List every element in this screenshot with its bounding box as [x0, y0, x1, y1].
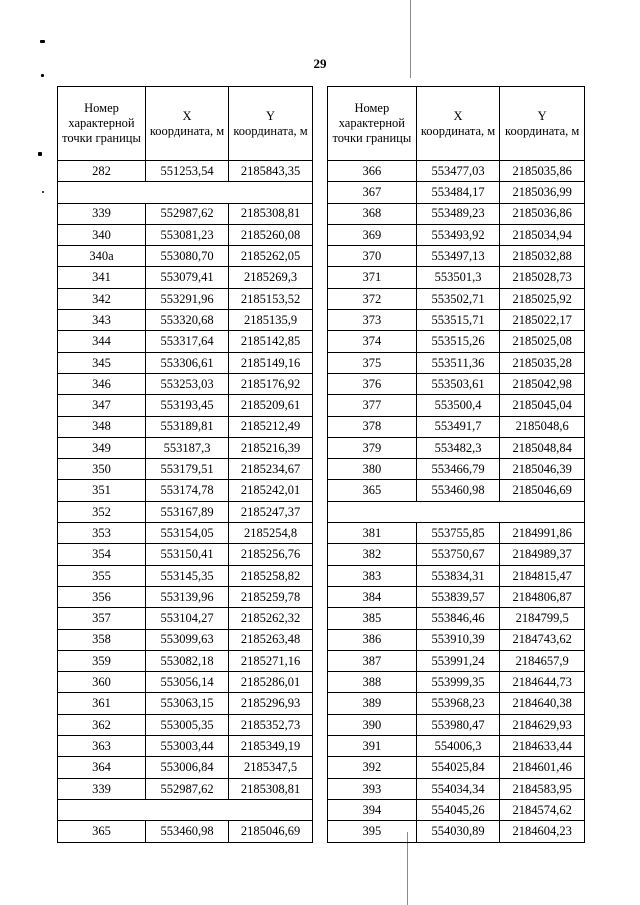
y-coordinate-cell: 2185046,69 [500, 480, 585, 501]
table-row [328, 693, 585, 714]
table-row [58, 778, 313, 799]
y-coordinate-cell: 2184633,44 [500, 736, 585, 757]
table-row [328, 373, 585, 394]
x-coordinate-cell: 553317,64 [146, 331, 229, 352]
table-row [58, 501, 313, 522]
point-number-cell: 350 [58, 459, 146, 480]
point-number-cell: 382 [328, 544, 417, 565]
x-coordinate-cell: 553484,17 [416, 182, 500, 203]
y-coordinate-cell: 2185025,08 [500, 331, 585, 352]
y-coordinate-cell: 2185176,92 [229, 373, 313, 394]
x-coordinate-cell: 553080,70 [146, 246, 229, 267]
y-coordinate-cell: 2185260,08 [229, 224, 313, 245]
y-coordinate-cell: 2184574,62 [500, 799, 585, 820]
table-header-row [58, 87, 313, 161]
x-coordinate-cell: 553466,79 [416, 459, 500, 480]
x-coordinate-cell: 553515,26 [416, 331, 500, 352]
table-header-row [328, 87, 585, 161]
point-number-cell: 345 [58, 352, 146, 373]
point-number-cell: 353 [58, 523, 146, 544]
point-number-cell: 378 [328, 416, 417, 437]
table-row [328, 650, 585, 671]
point-number-cell: 391 [328, 736, 417, 757]
x-coordinate-cell: 554006,3 [416, 736, 500, 757]
header-y-coordinate: Y координата, м [229, 87, 313, 161]
table-row [328, 352, 585, 373]
x-coordinate-cell: 553320,68 [146, 310, 229, 331]
y-coordinate-cell: 2185046,39 [500, 459, 585, 480]
x-coordinate-cell: 553005,35 [146, 714, 229, 735]
x-coordinate-cell: 554030,89 [416, 821, 500, 842]
x-coordinate-cell: 553910,39 [416, 629, 500, 650]
x-coordinate-cell: 553991,24 [416, 650, 500, 671]
separator-cell [328, 501, 585, 522]
table-row [328, 714, 585, 735]
x-coordinate-cell: 553497,13 [416, 246, 500, 267]
y-coordinate-cell: 2185242,01 [229, 480, 313, 501]
table-row [58, 373, 313, 394]
table-row [328, 480, 585, 501]
point-number-cell: 365 [58, 821, 146, 842]
y-coordinate-cell: 2185286,01 [229, 672, 313, 693]
y-coordinate-cell: 2184815,47 [500, 565, 585, 586]
y-coordinate-cell: 2185025,92 [500, 288, 585, 309]
point-number-cell: 359 [58, 650, 146, 671]
x-coordinate-cell: 553189,81 [146, 416, 229, 437]
point-number-cell: 386 [328, 629, 417, 650]
point-number-cell: 361 [58, 693, 146, 714]
x-coordinate-cell: 553150,41 [146, 544, 229, 565]
page-number: 29 [313, 56, 327, 71]
point-number-cell: 339 [58, 203, 146, 224]
table-row [328, 395, 585, 416]
table-row [328, 629, 585, 650]
table-separator-row [328, 501, 585, 522]
point-number-cell: 364 [58, 757, 146, 778]
y-coordinate-cell: 2185234,67 [229, 459, 313, 480]
x-coordinate-cell: 553104,27 [146, 608, 229, 629]
table-row [58, 693, 313, 714]
x-coordinate-cell: 553460,98 [146, 821, 229, 842]
coordinates-table-left [57, 86, 313, 843]
header-y-coordinate: Y координата, м [500, 87, 585, 161]
header-point-number: Номер характерной точки границы [328, 87, 417, 161]
table-row [58, 544, 313, 565]
x-coordinate-cell: 554025,84 [416, 757, 500, 778]
y-coordinate-cell: 2185247,37 [229, 501, 313, 522]
table-row [58, 331, 313, 352]
y-coordinate-cell: 2185263,48 [229, 629, 313, 650]
point-number-cell: 341 [58, 267, 146, 288]
y-coordinate-cell: 2185209,61 [229, 395, 313, 416]
table-row [328, 331, 585, 352]
point-number-cell: 395 [328, 821, 417, 842]
table-row [328, 586, 585, 607]
y-coordinate-cell: 2185045,04 [500, 395, 585, 416]
x-coordinate-cell: 553291,96 [146, 288, 229, 309]
table-row [58, 523, 313, 544]
point-number-cell: 394 [328, 799, 417, 820]
y-coordinate-cell: 2184583,95 [500, 778, 585, 799]
x-coordinate-cell: 553167,89 [146, 501, 229, 522]
table-row [328, 523, 585, 544]
y-coordinate-cell: 2185046,69 [229, 821, 313, 842]
x-coordinate-cell: 553750,67 [416, 544, 500, 565]
y-coordinate-cell: 2185347,5 [229, 757, 313, 778]
x-coordinate-cell: 553187,3 [146, 437, 229, 458]
y-coordinate-cell: 2185028,73 [500, 267, 585, 288]
y-coordinate-cell: 2184743,62 [500, 629, 585, 650]
table-row [58, 672, 313, 693]
point-number-cell: 379 [328, 437, 417, 458]
x-coordinate-cell: 553139,96 [146, 586, 229, 607]
x-coordinate-cell: 553145,35 [146, 565, 229, 586]
point-number-cell: 340а [58, 246, 146, 267]
table-row [328, 544, 585, 565]
point-number-cell: 342 [58, 288, 146, 309]
table-body-right [328, 161, 585, 843]
point-number-cell: 358 [58, 629, 146, 650]
y-coordinate-cell: 2184806,87 [500, 586, 585, 607]
table-body-left [58, 161, 313, 843]
table-row [328, 608, 585, 629]
point-number-cell: 360 [58, 672, 146, 693]
table-row [328, 224, 585, 245]
x-coordinate-cell: 553511,36 [416, 352, 500, 373]
point-number-cell: 339 [58, 778, 146, 799]
y-coordinate-cell: 2185034,94 [500, 224, 585, 245]
point-number-cell: 357 [58, 608, 146, 629]
x-coordinate-cell: 553460,98 [416, 480, 500, 501]
y-coordinate-cell: 2185149,16 [229, 352, 313, 373]
x-coordinate-cell: 552987,62 [146, 778, 229, 799]
y-coordinate-cell: 2185048,84 [500, 437, 585, 458]
point-number-cell: 354 [58, 544, 146, 565]
table-separator-row [58, 799, 313, 820]
y-coordinate-cell: 2185022,17 [500, 310, 585, 331]
y-coordinate-cell: 2184644,73 [500, 672, 585, 693]
point-number-cell: 371 [328, 267, 417, 288]
x-coordinate-cell: 553079,41 [146, 267, 229, 288]
point-number-cell: 375 [328, 352, 417, 373]
y-coordinate-cell: 2185216,39 [229, 437, 313, 458]
point-number-cell: 348 [58, 416, 146, 437]
point-number-cell: 366 [328, 161, 417, 182]
table-row [328, 672, 585, 693]
x-coordinate-cell: 554045,26 [416, 799, 500, 820]
y-coordinate-cell: 2185035,28 [500, 352, 585, 373]
x-coordinate-cell: 553755,85 [416, 523, 500, 544]
header-x-coordinate: X координата, м [416, 87, 500, 161]
point-number-cell: 393 [328, 778, 417, 799]
y-coordinate-cell: 2185042,98 [500, 373, 585, 394]
table-row [58, 565, 313, 586]
y-coordinate-cell: 2185048,6 [500, 416, 585, 437]
point-number-cell: 388 [328, 672, 417, 693]
header-point-number: Номер характерной точки границы [58, 87, 146, 161]
x-coordinate-cell: 553056,14 [146, 672, 229, 693]
x-coordinate-cell: 553834,31 [416, 565, 500, 586]
x-coordinate-cell: 553003,44 [146, 736, 229, 757]
table-row [328, 182, 585, 203]
x-coordinate-cell: 553306,61 [146, 352, 229, 373]
x-coordinate-cell: 553154,05 [146, 523, 229, 544]
x-coordinate-cell: 553006,84 [146, 757, 229, 778]
table-row [58, 736, 313, 757]
y-coordinate-cell: 2185349,19 [229, 736, 313, 757]
separator-cell [58, 182, 313, 203]
x-coordinate-cell: 553491,7 [416, 416, 500, 437]
table-row [58, 224, 313, 245]
table-row [328, 757, 585, 778]
x-coordinate-cell: 553839,57 [416, 586, 500, 607]
point-number-cell: 377 [328, 395, 417, 416]
y-coordinate-cell: 2185256,76 [229, 544, 313, 565]
table-row [58, 608, 313, 629]
table-row [58, 161, 313, 182]
x-coordinate-cell: 553515,71 [416, 310, 500, 331]
table-row [58, 310, 313, 331]
table-row [328, 310, 585, 331]
table-row [58, 416, 313, 437]
x-coordinate-cell: 553477,03 [416, 161, 500, 182]
table-row [328, 799, 585, 820]
y-coordinate-cell: 2184991,86 [500, 523, 585, 544]
table-row [328, 565, 585, 586]
point-number-cell: 365 [328, 480, 417, 501]
point-number-cell: 373 [328, 310, 417, 331]
point-number-cell: 363 [58, 736, 146, 757]
y-coordinate-cell: 2185308,81 [229, 203, 313, 224]
table-row [328, 778, 585, 799]
x-coordinate-cell: 553968,23 [416, 693, 500, 714]
x-coordinate-cell: 553846,46 [416, 608, 500, 629]
point-number-cell: 340 [58, 224, 146, 245]
table-row [328, 416, 585, 437]
table-row [328, 267, 585, 288]
point-number-cell: 389 [328, 693, 417, 714]
table-row [58, 586, 313, 607]
x-coordinate-cell: 551253,54 [146, 161, 229, 182]
x-coordinate-cell: 553500,4 [416, 395, 500, 416]
point-number-cell: 344 [58, 331, 146, 352]
y-coordinate-cell: 2184989,37 [500, 544, 585, 565]
x-coordinate-cell: 553999,35 [416, 672, 500, 693]
table-row [58, 267, 313, 288]
x-coordinate-cell: 553063,15 [146, 693, 229, 714]
point-number-cell: 282 [58, 161, 146, 182]
table-row [328, 161, 585, 182]
point-number-cell: 343 [58, 310, 146, 331]
x-coordinate-cell: 553502,71 [416, 288, 500, 309]
scan-mark [42, 191, 44, 193]
scan-line-bottom [407, 832, 408, 905]
x-coordinate-cell: 553501,3 [416, 267, 500, 288]
x-coordinate-cell: 553179,51 [146, 459, 229, 480]
y-coordinate-cell: 2184629,93 [500, 714, 585, 735]
point-number-cell: 367 [328, 182, 417, 203]
y-coordinate-cell: 2185036,99 [500, 182, 585, 203]
y-coordinate-cell: 2185142,85 [229, 331, 313, 352]
point-number-cell: 392 [328, 757, 417, 778]
x-coordinate-cell: 553082,18 [146, 650, 229, 671]
scan-mark [38, 152, 42, 156]
table-row [328, 437, 585, 458]
point-number-cell: 346 [58, 373, 146, 394]
scan-mark [40, 40, 45, 43]
point-number-cell: 351 [58, 480, 146, 501]
y-coordinate-cell: 2185843,35 [229, 161, 313, 182]
y-coordinate-cell: 2185352,73 [229, 714, 313, 735]
y-coordinate-cell: 2184799,5 [500, 608, 585, 629]
point-number-cell: 349 [58, 437, 146, 458]
point-number-cell: 362 [58, 714, 146, 735]
y-coordinate-cell: 2185254,8 [229, 523, 313, 544]
y-coordinate-cell: 2185269,3 [229, 267, 313, 288]
x-coordinate-cell: 553253,03 [146, 373, 229, 394]
point-number-cell: 352 [58, 501, 146, 522]
scan-mark [41, 74, 44, 77]
header-x-coordinate: X координата, м [146, 87, 229, 161]
y-coordinate-cell: 2185262,32 [229, 608, 313, 629]
point-number-cell: 356 [58, 586, 146, 607]
x-coordinate-cell: 553174,78 [146, 480, 229, 501]
table-row [58, 395, 313, 416]
x-coordinate-cell: 553980,47 [416, 714, 500, 735]
table-row [328, 246, 585, 267]
x-coordinate-cell: 553482,3 [416, 437, 500, 458]
table-row [58, 650, 313, 671]
y-coordinate-cell: 2185308,81 [229, 778, 313, 799]
point-number-cell: 374 [328, 331, 417, 352]
separator-cell [58, 799, 313, 820]
point-number-cell: 355 [58, 565, 146, 586]
y-coordinate-cell: 2184601,46 [500, 757, 585, 778]
table-row [58, 352, 313, 373]
y-coordinate-cell: 2185259,78 [229, 586, 313, 607]
point-number-cell: 387 [328, 650, 417, 671]
x-coordinate-cell: 553493,92 [416, 224, 500, 245]
x-coordinate-cell: 553193,45 [146, 395, 229, 416]
table-row [58, 629, 313, 650]
table-row [58, 288, 313, 309]
y-coordinate-cell: 2184604,23 [500, 821, 585, 842]
y-coordinate-cell: 2185212,49 [229, 416, 313, 437]
point-number-cell: 372 [328, 288, 417, 309]
table-row [58, 480, 313, 501]
table-row [58, 757, 313, 778]
y-coordinate-cell: 2185258,82 [229, 565, 313, 586]
point-number-cell: 368 [328, 203, 417, 224]
y-coordinate-cell: 2185135,9 [229, 310, 313, 331]
y-coordinate-cell: 2184640,38 [500, 693, 585, 714]
point-number-cell: 376 [328, 373, 417, 394]
y-coordinate-cell: 2185035,86 [500, 161, 585, 182]
x-coordinate-cell: 553503,61 [416, 373, 500, 394]
point-number-cell: 380 [328, 459, 417, 480]
table-row [328, 459, 585, 480]
table-row [58, 437, 313, 458]
point-number-cell: 381 [328, 523, 417, 544]
point-number-cell: 369 [328, 224, 417, 245]
x-coordinate-cell: 553489,23 [416, 203, 500, 224]
y-coordinate-cell: 2185296,93 [229, 693, 313, 714]
table-row [58, 203, 313, 224]
table-row [58, 821, 313, 842]
y-coordinate-cell: 2185032,88 [500, 246, 585, 267]
y-coordinate-cell: 2185271,16 [229, 650, 313, 671]
point-number-cell: 370 [328, 246, 417, 267]
y-coordinate-cell: 2184657,9 [500, 650, 585, 671]
point-number-cell: 347 [58, 395, 146, 416]
table-row [328, 821, 585, 842]
coordinates-table-right [327, 86, 585, 843]
table-row [328, 203, 585, 224]
x-coordinate-cell: 552987,62 [146, 203, 229, 224]
table-row [328, 736, 585, 757]
x-coordinate-cell: 553099,63 [146, 629, 229, 650]
table-row [58, 246, 313, 267]
y-coordinate-cell: 2185036,86 [500, 203, 585, 224]
x-coordinate-cell: 554034,34 [416, 778, 500, 799]
point-number-cell: 390 [328, 714, 417, 735]
point-number-cell: 384 [328, 586, 417, 607]
table-row [328, 288, 585, 309]
point-number-cell: 383 [328, 565, 417, 586]
y-coordinate-cell: 2185153,52 [229, 288, 313, 309]
table-separator-row [58, 182, 313, 203]
table-row [58, 714, 313, 735]
table-row [58, 459, 313, 480]
point-number-cell: 385 [328, 608, 417, 629]
y-coordinate-cell: 2185262,05 [229, 246, 313, 267]
x-coordinate-cell: 553081,23 [146, 224, 229, 245]
